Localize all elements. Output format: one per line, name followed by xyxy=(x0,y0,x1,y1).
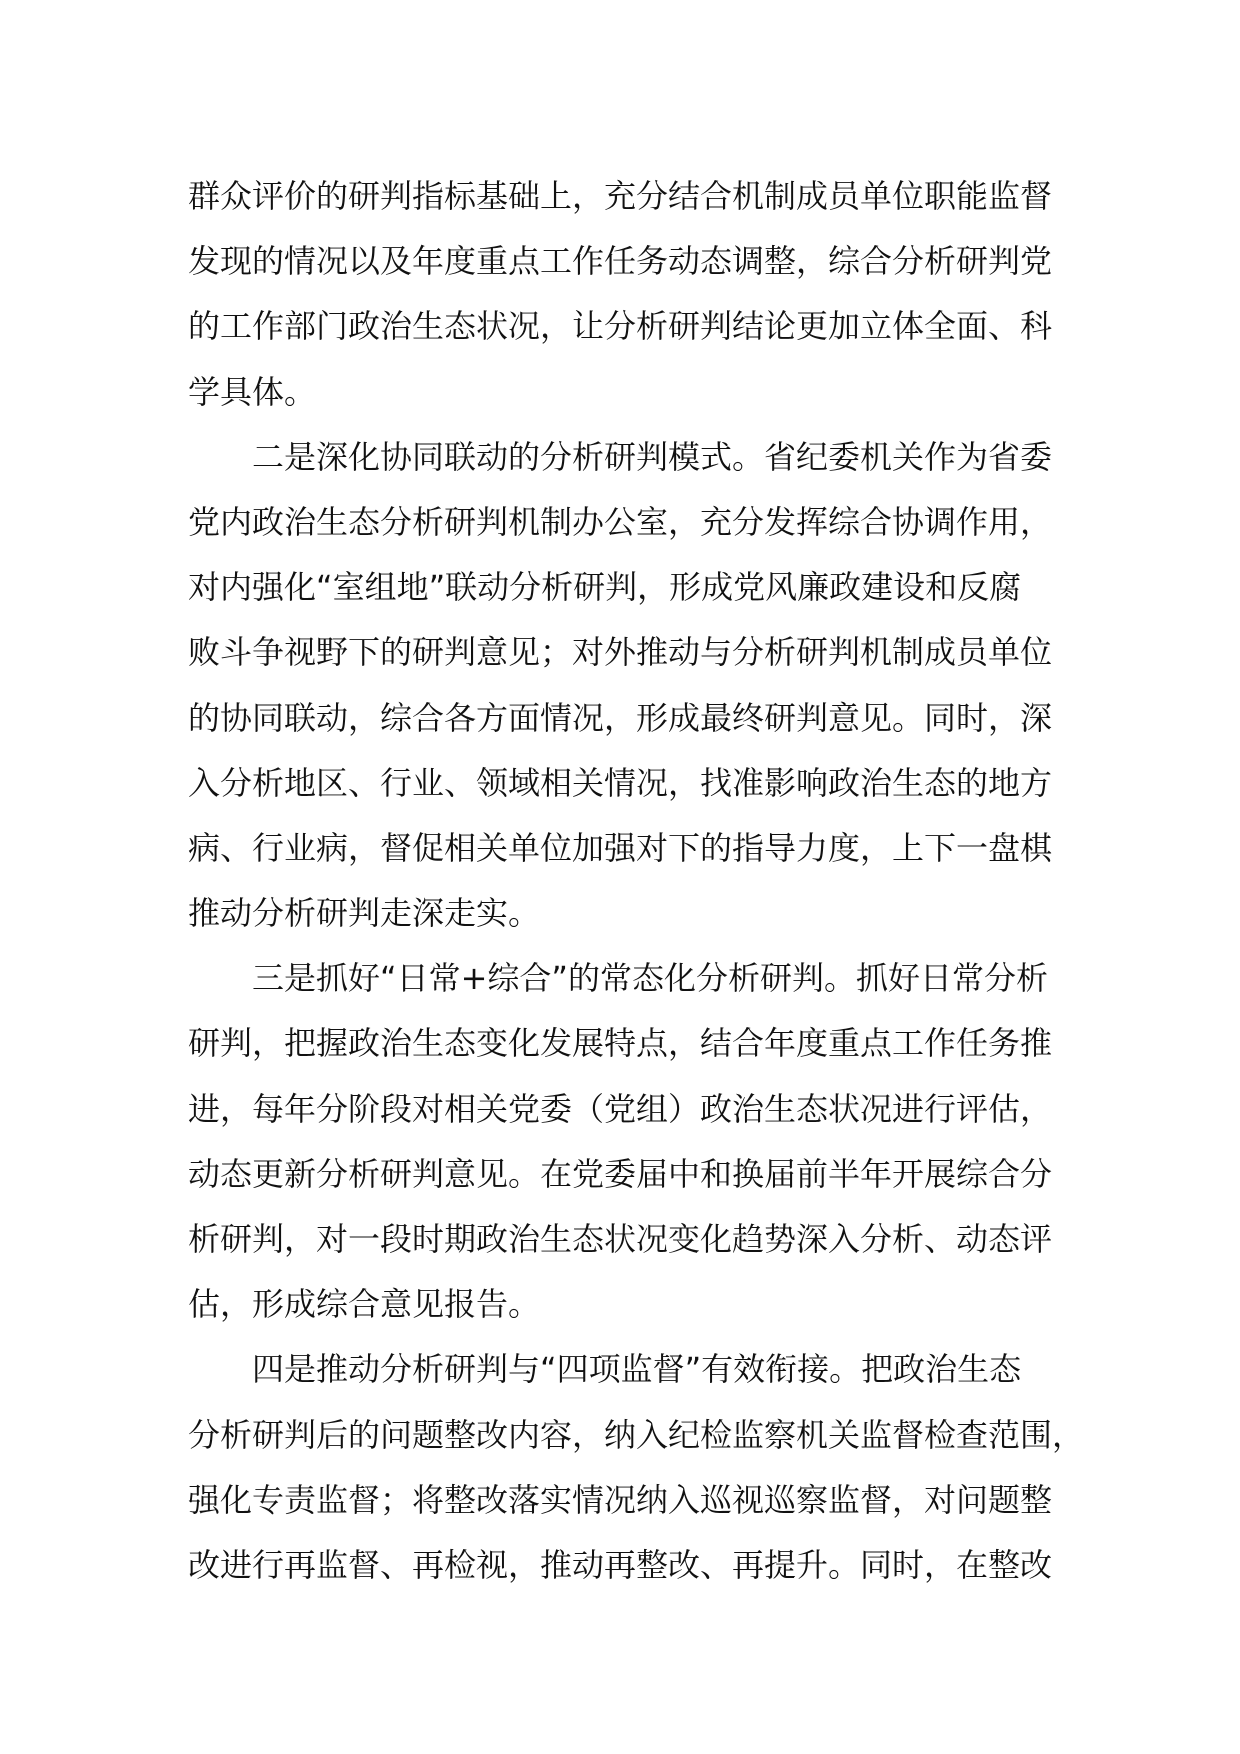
text-line: 推动分析研判走深走实。 xyxy=(188,894,541,933)
text-line: 病、行业病，督促相关单位加强对下的指导力度，上下一盘棋 xyxy=(188,828,1053,867)
document-body xyxy=(188,164,1088,1598)
text-line: 学具体。 xyxy=(188,372,317,411)
text-line: 的协同联动，综合各方面情况，形成最终研判意见。同时，深 xyxy=(188,698,1053,737)
text-line: 估，形成综合意见报告。 xyxy=(188,1285,541,1324)
text-line: 强化专责监督；将整改落实情况纳入巡视巡察监督，对问题整 xyxy=(188,1480,1053,1519)
text-line: 群众评价的研判指标基础上，充分结合机制成员单位职能监督 xyxy=(188,177,1053,215)
text-line: 入分析地区、行业、领域相关情况，找准影响政治生态的地方 xyxy=(188,763,1053,802)
text-line: 改进行再监督、再检视，推动再整改、再提升。同时，在整改 xyxy=(188,1545,1053,1584)
text-line: 析研判，对一段时期政治生态状况变化趋势深入分析、动态评 xyxy=(188,1220,1053,1258)
text-line: 败斗争视野下的研判意见；对外推动与分析研判机制成员单位 xyxy=(188,633,1053,672)
paragraph-first-line: 四是推动分析研判与“四项监督”有效衔接。把政治生态 xyxy=(252,1350,1022,1389)
text-line: 动态更新分析研判意见。在党委届中和换届前半年开展综合分 xyxy=(188,1154,1053,1193)
text-line: 进，每年分阶段对相关党委（党组）政治生态状况进行评估， xyxy=(188,1089,1053,1128)
text-line: 的工作部门政治生态状况，让分析研判结论更加立体全面、科 xyxy=(188,307,1053,346)
text-line: 研判，把握政治生态变化发展特点，结合年度重点工作任务推 xyxy=(188,1024,1053,1063)
paragraph-first-line: 二是深化协同联动的分析研判模式。省纪委机关作为省委 xyxy=(252,437,1053,476)
paragraph-first-line: 三是抓好“日常+综合”的常态化分析研判。抓好日常分析 xyxy=(252,959,1048,998)
text-line: 分析研判后的问题整改内容，纳入纪检监察机关监督检查范围， xyxy=(188,1415,1085,1454)
text-line: 党内政治生态分析研判机制办公室，充分发挥综合协调作用， xyxy=(188,502,1053,541)
text-line: 发现的情况以及年度重点工作任务动态调整，综合分析研判党 xyxy=(188,242,1053,281)
text-line: 对内强化“室组地”联动分析研判，形成党风廉政建设和反腐 xyxy=(188,568,1022,607)
